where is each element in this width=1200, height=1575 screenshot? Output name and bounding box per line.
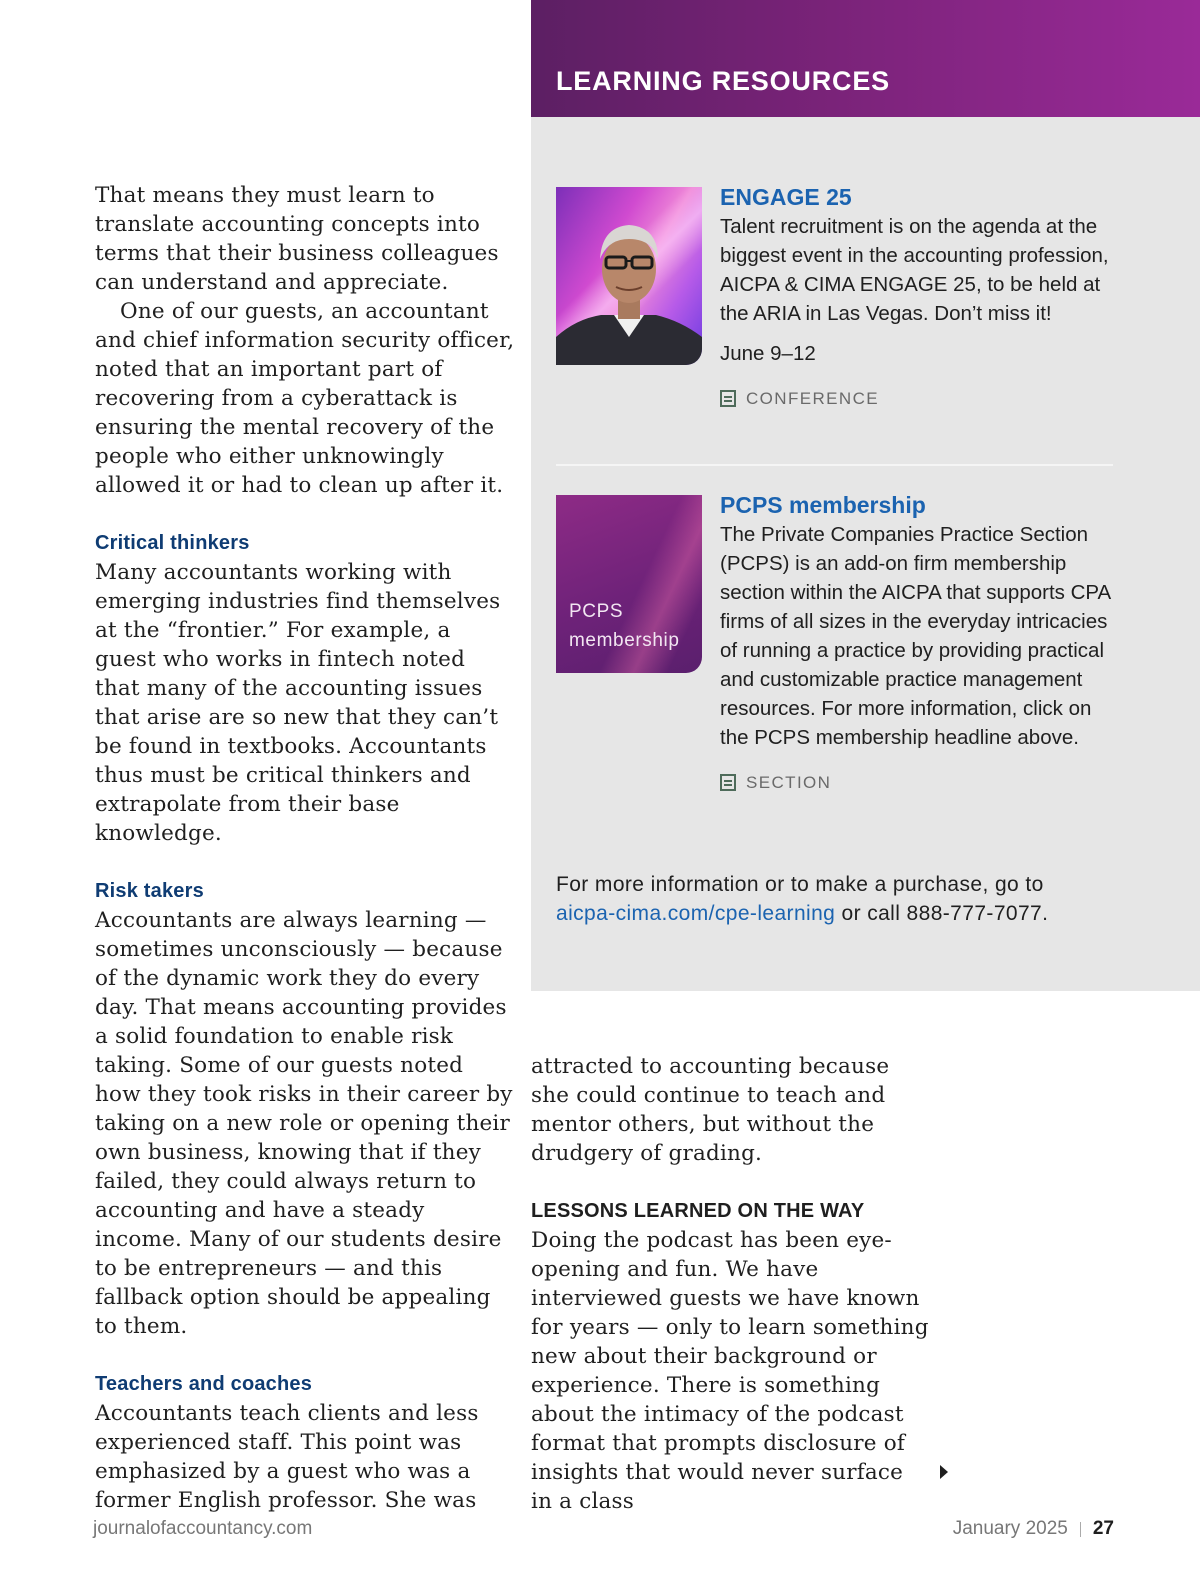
left-column — [95, 181, 515, 1515]
footer-issue: January 2025 — [952, 1518, 1068, 1539]
engage-thumbnail[interactable] — [556, 187, 702, 365]
engage-text — [720, 182, 1115, 413]
list-icon — [720, 390, 736, 407]
section-body-critical-thinkers: Many accountants working with emerging industries find themselves at the “frontier.” For example, a guest who works in fintech noted that many of the accounting issues that arise are so new that they can’t be found in textbooks. Accountants thus must be critical thinkers and extrapolate from their base knowledge. — [95, 560, 501, 846]
lessons-learned-heading: LESSONS LEARNED ON THE WAY — [531, 1200, 865, 1222]
speaker-portrait-icon — [556, 187, 702, 365]
section-body-teachers-coaches: Accountants teach clients and less experienced staff. This point was emphasized by a guest who was a former English professor. She was — [95, 1401, 479, 1513]
footer-right — [953, 1518, 1114, 1540]
section-heading-critical-thinkers: Critical thinkers — [95, 532, 250, 554]
purchase-info — [556, 870, 1156, 928]
engage-tag-label: CONFERENCE — [746, 389, 880, 408]
list-icon — [720, 774, 736, 791]
engage-title-link[interactable]: ENGAGE 25 — [720, 184, 852, 210]
footer-separator — [1080, 1522, 1081, 1537]
page-number: 27 — [1092, 1518, 1114, 1539]
purchase-info-suffix: or call 888-777-7077. — [841, 902, 1049, 925]
sidebar-header — [531, 0, 1200, 117]
sidebar-title: LEARNING RESOURCES — [556, 66, 890, 96]
purchase-info-prefix: For more information or to make a purchase, go to — [556, 873, 1044, 896]
learning-resources-sidebar — [531, 0, 1200, 991]
item-divider — [556, 464, 1113, 466]
section-heading-risk-takers: Risk takers — [95, 880, 204, 902]
pcps-text — [720, 490, 1115, 797]
intro-paragraph-2: One of our guests, an accountant and chief information security officer, noted that an important part of recovering from a cyberattack is ensuring the mental recovery of the people who either unknowingly allowed it or had to clean up after it. — [95, 299, 515, 498]
pcps-tag — [720, 768, 1115, 797]
pcps-description: The Private Companies Practice Section (PCPS) is an add-on firm membership section within the AICPA that supports CPA firms of all sizes in the everyday intricacies of running a practice by providing practical and customizable practice management resources. For more information, click on the PCPS membership headline above. — [720, 523, 1111, 749]
engage-tag — [720, 384, 1115, 413]
footer-site[interactable]: journalofaccountancy.com — [93, 1518, 313, 1539]
pcps-title-link[interactable]: PCPS membership — [720, 492, 926, 518]
lessons-learned-body: Doing the podcast has been eye-opening and fun. We have interviewed guests we have known for years — only to learn something new about their background or experience. There is something about the intimacy of the podcast format that prompts disclosure of insights that would never surface in a class — [531, 1228, 929, 1514]
section-heading-teachers-coaches: Teachers and coaches — [95, 1373, 313, 1395]
cpe-learning-link[interactable]: aicpa-cima.com/cpe-learning — [556, 902, 836, 925]
engage-date: June 9–12 — [720, 342, 816, 365]
continue-arrow-icon — [940, 1465, 948, 1479]
continuation-paragraph: attracted to accounting because she could continue to teach and mentor others, but without the drudgery of grading. — [531, 1054, 890, 1166]
pcps-thumbnail-label: PCPS membership — [569, 601, 680, 651]
pcps-thumbnail[interactable] — [556, 495, 702, 673]
section-body-risk-takers: Accountants are always learning — sometimes unconsciously — because of the dynamic work they do every day. That means accounting provides a solid foundation to enable risk taking. Some of our guests noted how they took risks in their career by taking on a new role or opening their own business, knowing that if they failed, they could always return to accounting and have a steady income. Many of our students desire to be entrepreneurs — and this fallback option should be appealing to them. — [95, 908, 513, 1339]
right-column — [531, 1052, 931, 1516]
pcps-tag-label: SECTION — [746, 773, 832, 792]
intro-paragraph: That means they must learn to translate accounting concepts into terms that their business colleagues can understand and appreciate. — [95, 183, 499, 295]
engage-description: Talent recruitment is on the agenda at the biggest event in the accounting profession, AICPA & CIMA ENGAGE 25, to be held at the ARIA in Las Vegas. Don’t miss it! — [720, 215, 1109, 325]
